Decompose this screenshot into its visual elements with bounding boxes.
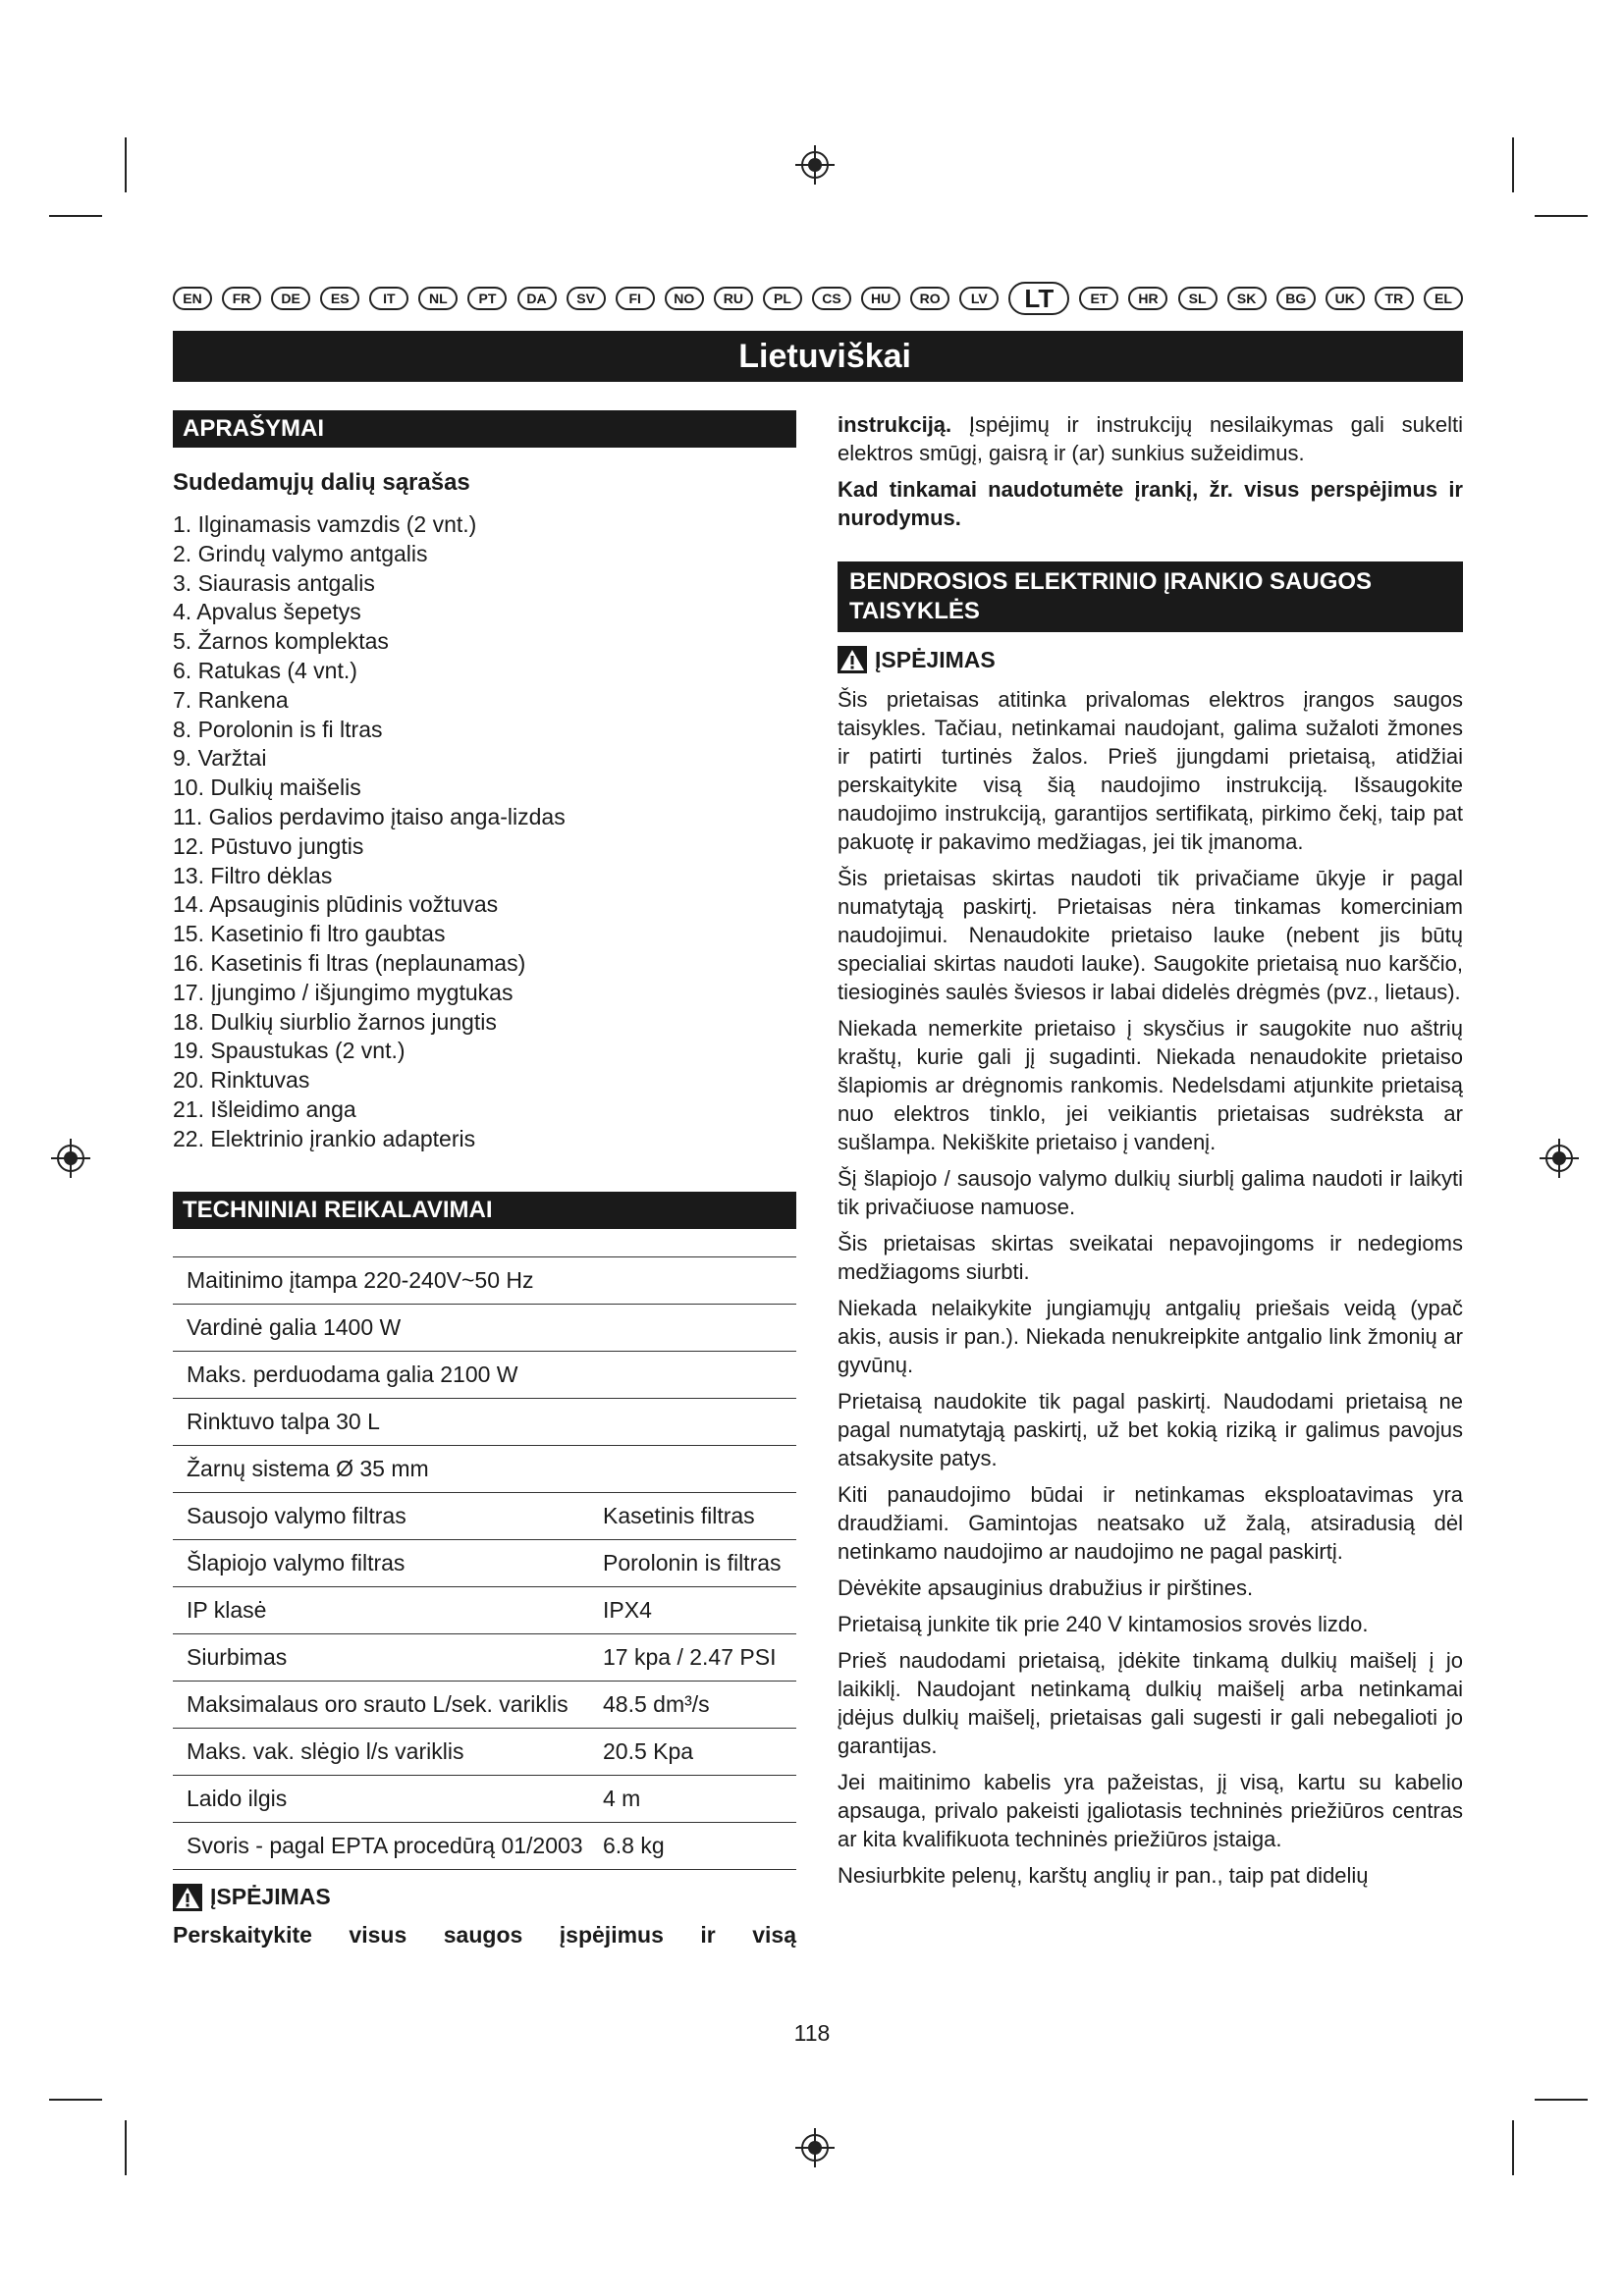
page-number: 118: [793, 2020, 831, 2046]
spec-value: IPX4: [603, 1586, 796, 1633]
language-pill-pt: PT: [467, 287, 507, 310]
warning-label: ĮSPĖJIMAS: [210, 1884, 331, 1910]
spec-row: [173, 1775, 796, 1822]
language-pill-fi: FI: [616, 287, 655, 310]
parts-list-item: 18. Dulkių siurblio žarnos jungtis: [173, 1008, 497, 1035]
language-pill-sv: SV: [567, 287, 606, 310]
spec-value: 4 m: [603, 1775, 796, 1822]
spec-key: Vardinė galia 1400 W: [173, 1304, 603, 1351]
language-pill-nl: NL: [418, 287, 458, 310]
spec-key: IP klasė: [173, 1586, 603, 1633]
spec-key: Maksimalaus oro srauto L/sek. variklis: [173, 1681, 603, 1728]
parts-list-item: 13. Filtro dėklas: [173, 862, 333, 888]
parts-list-item: 3. Siaurasis antgalis: [173, 569, 375, 596]
spec-row: [173, 1445, 796, 1492]
language-pill-bg: BG: [1276, 287, 1316, 310]
language-pill-es: ES: [320, 287, 359, 310]
registration-mark-bottom-icon: [793, 2126, 837, 2169]
left-column: [173, 410, 796, 1949]
spec-row: [173, 1728, 796, 1775]
warning-icon: [838, 646, 867, 673]
parts-list-item: 14. Apsauginis plūdinis vožtuvas: [173, 891, 499, 918]
language-pill-hu: HU: [861, 287, 900, 310]
parts-list-item: 10. Dulkių maišelis: [173, 774, 361, 801]
parts-list-item: 16. Kasetinis fi ltras (neplaunamas): [173, 949, 526, 976]
spec-row: [173, 1256, 796, 1304]
spec-value: 17 kpa / 2.47 PSI: [603, 1633, 796, 1681]
spec-key: Siurbimas: [173, 1633, 603, 1681]
spec-row: [173, 1351, 796, 1398]
language-pill-no: NO: [665, 287, 704, 310]
spec-key: Rinktuvo talpa 30 L: [173, 1398, 603, 1445]
registration-mark-left-icon: [49, 1137, 92, 1180]
crop-mark-bottom-right-v: [1512, 2120, 1514, 2175]
language-pill-en: EN: [173, 287, 212, 310]
language-pill-it: IT: [369, 287, 408, 310]
safety-warning-heading: [838, 646, 1463, 673]
spec-value: [603, 1256, 796, 1304]
warning-text: Perskaitykite visus saugos įspėjimus ir visą: [173, 1921, 796, 1948]
language-pill-da: DA: [517, 287, 557, 310]
parts-list-item: 15. Kasetinio fi ltro gaubtas: [173, 921, 446, 947]
language-pill-lt: LT: [1008, 282, 1069, 315]
warning-icon: [173, 1884, 202, 1911]
language-pill-de: DE: [271, 287, 310, 310]
description-heading: APRAŠYMAI: [173, 410, 796, 448]
safety-paragraph: Šis prietaisas skirtas sveikatai nepavojingoms ir nedegioms medžiagoms siurbti.: [838, 1231, 1463, 1284]
safety-paragraph: Šis prietaisas skirtas naudoti tik privačiame ūkyje ir pagal numatytąją paskirtį. Prietaisas nėra tinkamas komerciniam naudojimui. Nenaudokite prietaiso lauke (nebent jis būtų specialiai skirtas naudoti lauke). Saugokite prietaisą nuo karščio, tiesioginės saulės šviesos ir labai didelės drėgmės (pvz., lietaus).: [838, 866, 1463, 1004]
parts-list-item: 5. Žarnos komplektas: [173, 628, 389, 655]
tech-requirements-heading: TECHNINIAI REIKALAVIMAI: [173, 1192, 796, 1229]
parts-list-heading: Sudedamųjų dalių sąrašas: [173, 469, 470, 496]
registration-mark-right-icon: [1538, 1137, 1581, 1180]
language-pill-et: ET: [1079, 287, 1118, 310]
spec-row: [173, 1304, 796, 1351]
spec-key: Maks. vak. slėgio l/s variklis: [173, 1728, 603, 1775]
spec-value: Porolonin is filtras: [603, 1539, 796, 1586]
safety-paragraph: Dėvėkite apsauginius drabužius ir pirštines.: [838, 1575, 1254, 1600]
language-banner: [173, 331, 1463, 382]
spec-row: [173, 1539, 796, 1586]
parts-list-item: 4. Apvalus šepetys: [173, 599, 361, 625]
spec-key: Svoris - pagal EPTA procedūrą 01/2003: [173, 1822, 603, 1869]
safety-rules-heading: BENDROSIOS ELEKTRINIO ĮRANKIO SAUGOS TAISYKLĖS: [838, 561, 1463, 632]
parts-list-item: 11. Galios perdavimo įtaiso anga-lizdas: [173, 803, 566, 829]
safety-paragraphs: [838, 685, 1463, 1890]
spec-value: [603, 1445, 796, 1492]
language-pill-cs: CS: [812, 287, 851, 310]
language-pill-tr: TR: [1375, 287, 1414, 310]
language-pill-ru: RU: [714, 287, 753, 310]
parts-list-item: 2. Grindų valymo antgalis: [173, 540, 428, 566]
parts-list-item: 22. Elektrinio įrankio adapteris: [173, 1125, 476, 1151]
safety-paragraph: Šį šlapiojo / sausojo valymo dulkių siurblį galima naudoti ir laikyti tik privačiuose namuose.: [838, 1166, 1463, 1219]
language-pill-el: EL: [1424, 287, 1463, 310]
spec-key: Žarnų sistema Ø 35 mm: [173, 1445, 603, 1492]
lead-paragraph: [838, 410, 1463, 467]
parts-list-item: 7. Rankena: [173, 686, 289, 713]
crop-mark-bottom-left-h: [49, 2099, 102, 2101]
spec-row: [173, 1681, 796, 1728]
crop-mark-bottom-left-v: [125, 2120, 127, 2175]
spec-key: Sausojo valymo filtras: [173, 1492, 603, 1539]
safety-paragraph: Niekada nelaikykite jungiamųjų antgalių priešais veidą (ypač akis, ausis ir pan.). Niekada nenukreipkite antgalio link žmonių ar gyvūnų.: [838, 1296, 1463, 1377]
language-pill-sk: SK: [1227, 287, 1267, 310]
spec-key: Maitinimo įtampa 220-240V~50 Hz: [173, 1256, 603, 1304]
language-pill-pl: PL: [763, 287, 802, 310]
parts-list-item: 20. Rinktuvas: [173, 1067, 310, 1094]
spec-value: 6.8 kg: [603, 1822, 796, 1869]
specifications-table: [173, 1256, 796, 1870]
spec-row: [173, 1586, 796, 1633]
safety-paragraph: Niekada nemerkite prietaiso į skysčius ir saugokite nuo aštrių kraštų, kurie gali jį sugadinti. Niekada nenaudokite prietaiso šlapiomis ar drėgnomis rankomis. Nedelsdami atjunkite prietaisą nuo elektros tinklo, jei veikiantis prietaisas sudrėksta ar sušlampa. Nekiškite prietaiso į vandenį.: [838, 1016, 1463, 1154]
parts-list-item: 17. Įjungimo / išjungimo mygtukas: [173, 979, 514, 1005]
language-pill-ro: RO: [910, 287, 949, 310]
registration-mark-top-icon: [793, 143, 837, 187]
spec-row: [173, 1633, 796, 1681]
parts-list-item: 9. Varžtai: [173, 745, 267, 772]
spec-key: Šlapiojo valymo filtras: [173, 1539, 603, 1586]
spec-value: [603, 1304, 796, 1351]
right-column: [838, 410, 1463, 1897]
crop-mark-top-right-v: [1512, 137, 1514, 192]
parts-list: [173, 510, 796, 1154]
parts-list-item: 19. Spaustukas (2 vnt.): [173, 1038, 406, 1064]
crop-mark-top-left-h: [49, 215, 102, 217]
spec-row: [173, 1822, 796, 1869]
crop-mark-top-right-h: [1535, 215, 1588, 217]
language-pill-fr: FR: [222, 287, 261, 310]
parts-list-item: 8. Porolonin is fi ltras: [173, 716, 383, 742]
parts-list-item: 1. Ilginamasis vamzdis (2 vnt.): [173, 511, 477, 537]
spec-key: Maks. perduodama galia 2100 W: [173, 1351, 603, 1398]
crop-mark-top-left-v: [125, 137, 127, 192]
spec-row: [173, 1398, 796, 1445]
spec-row: [173, 1492, 796, 1539]
safety-paragraph: Prietaisą naudokite tik pagal paskirtį. Naudodami prietaisą ne pagal numatytąją paskirtį, už bet kokią riziką ir galimus pavojus atsakysite patys.: [838, 1389, 1463, 1470]
safety-paragraph: Jei maitinimo kabelis yra pažeistas, jį visą, kartu su kabelio apsauga, privalo pakeisti įgaliotasis techninės priežiūros centras ar kita kvalifikuota techninės priežiūros įstaiga.: [838, 1770, 1463, 1851]
safety-warning-label: ĮSPĖJIMAS: [875, 646, 996, 672]
parts-list-item: 21. Išleidimo anga: [173, 1095, 356, 1122]
spec-value: 20.5 Kpa: [603, 1728, 796, 1775]
spec-value: Kasetinis filtras: [603, 1492, 796, 1539]
safety-paragraph: Prietaisą junkite tik prie 240 V kintamosios srovės lizdo.: [838, 1612, 1369, 1636]
parts-list-item: 12. Pūstuvo jungtis: [173, 832, 364, 859]
bold-note: Kad tinkamai naudotumėte įrankį, žr. visus perspėjimus ir nurodymus.: [838, 477, 1463, 530]
safety-paragraph: Šis prietaisas atitinka privalomas elektros įrangos saugos taisykles. Tačiau, netinkamai naudojant, galima sužaloti žmones ir patirti turtinės žalos. Prieš įjungdami prietaisą, atidžiai perskaitykite visą šią naudojimo instrukciją. Išsaugokite naudojimo instrukciją, garantijos sertifikatą, pirkimo čekį, taip pat pakuotę ir pakavimo medžiagas, jei tik įmanoma.: [838, 687, 1463, 854]
spec-value: [603, 1351, 796, 1398]
safety-paragraph: Nesiurbkite pelenų, karštų anglių ir pan., taip pat didelių: [838, 1863, 1369, 1888]
crop-mark-bottom-right-h: [1535, 2099, 1588, 2101]
lead-rest: Įspėjimų ir instrukcijų nesilaikymas gali sukelti elektros smūgį, gaisrą ir (ar) sunkius sužeidimus.: [838, 412, 1463, 465]
safety-paragraph: Prieš naudodami prietaisą, įdėkite tinkamą dulkių maišelį į jo laikiklį. Naudojant netinkamą dulkių maišelį arba netinkamai įdėjus dulkių maišelį, prietaisas gali sugesti ir gali nebegalioti jo garantijas.: [838, 1648, 1463, 1758]
language-selector: [173, 281, 1463, 316]
banner-title: Lietuviškai: [738, 337, 911, 375]
language-pill-hr: HR: [1128, 287, 1167, 310]
spec-value: [603, 1398, 796, 1445]
language-pill-lv: LV: [959, 287, 999, 310]
parts-list-item: 6. Ratukas (4 vnt.): [173, 657, 357, 683]
spec-key: Laido ilgis: [173, 1775, 603, 1822]
safety-paragraph: Kiti panaudojimo būdai ir netinkamas eksploatavimas yra draudžiami. Gamintojas neatsako už žalą, atsiradusią dėl netinkamo naudojimo ar naudojimo ne pagal paskirtį.: [838, 1482, 1463, 1564]
lead-bold: instrukciją.: [838, 412, 952, 437]
language-pill-uk: UK: [1326, 287, 1365, 310]
language-pill-sl: SL: [1178, 287, 1218, 310]
spec-value: 48.5 dm³/s: [603, 1681, 796, 1728]
warning-heading: [173, 1884, 796, 1911]
